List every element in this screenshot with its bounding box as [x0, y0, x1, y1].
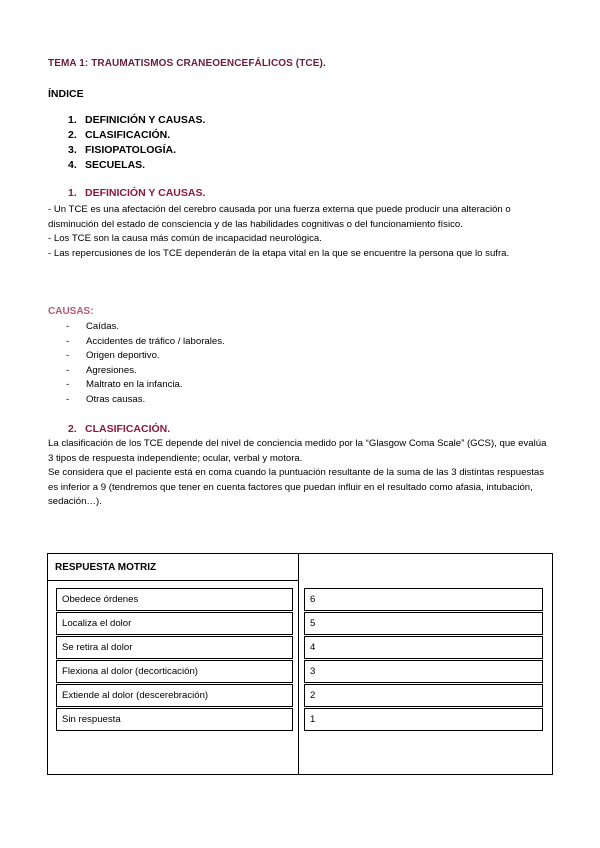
section-1-body	[48, 203, 553, 261]
index-item-label: DEFINICIÓN Y CAUSAS.	[85, 114, 206, 126]
document-title: TEMA 1: TRAUMATISMOS CRANEOENCEFÁLICOS (TCE).	[48, 58, 326, 69]
response-cell: Flexiona al dolor (decorticación)	[56, 660, 293, 683]
index-item-number: 2.	[68, 129, 77, 141]
paragraph: La clasificación de los TCE depende del nivel de conciencia medido por la “Glasgow Coma Scale” (GCS), que evalúa 3 tipos de respuesta independiente; ocular, verbal y motora.	[48, 438, 547, 464]
list-item: - Origen deportivo.	[66, 350, 160, 362]
response-cell: Extiende al dolor (descerebración)	[56, 684, 293, 707]
section-number: 2.	[68, 423, 77, 435]
response-cell: Se retira al dolor	[56, 636, 293, 659]
index-item-number: 1.	[68, 114, 77, 126]
score-cell: 6	[304, 588, 543, 611]
list-item: - Agresiones.	[66, 364, 137, 376]
response-cell: Localiza el dolor	[56, 612, 293, 635]
response-cell: Sin respuesta	[56, 708, 293, 731]
table-header-divider	[47, 580, 299, 581]
score-cell: 4	[304, 636, 543, 659]
paragraph: - Las repercusiones de los TCE dependerán de la etapa vital en la que se encuentre la persona que lo sufra.	[48, 247, 510, 259]
index-heading: ÍNDICE	[48, 88, 84, 100]
index-item-label: FISIOPATOLOGÍA.	[85, 144, 177, 156]
causas-list	[66, 320, 225, 408]
index-item	[68, 143, 205, 158]
section-2-body	[48, 437, 553, 510]
score-cell: 2	[304, 684, 543, 707]
index-item	[68, 113, 205, 128]
score-cell: 5	[304, 612, 543, 635]
index-item-label: SECUELAS.	[85, 159, 146, 171]
section-title: DEFINICIÓN Y CAUSAS.	[85, 187, 206, 199]
table-column-divider	[298, 553, 299, 775]
table-header: RESPUESTA MOTRIZ	[55, 562, 157, 573]
score-cell: 3	[304, 660, 543, 683]
section-2-heading	[68, 423, 170, 435]
index-item-number: 3.	[68, 144, 77, 156]
section-title: CLASIFICACIÓN.	[85, 423, 171, 435]
list-item: - Maltrato en la infancia.	[66, 379, 183, 391]
index-item	[68, 128, 205, 143]
causas-heading: CAUSAS:	[48, 306, 94, 317]
paragraph: - Los TCE son la causa más común de incapacidad neurológica.	[48, 233, 322, 244]
section-1-heading	[68, 187, 205, 199]
list-item: - Accidentes de tráfico / laborales.	[66, 335, 225, 347]
list-item: - Otras causas.	[66, 393, 146, 405]
index-item-label: CLASIFICACIÓN.	[85, 129, 171, 141]
index-item	[68, 158, 205, 173]
index-list	[68, 113, 205, 173]
list-item: - Caídas.	[66, 321, 120, 332]
score-cell: 1	[304, 708, 543, 731]
response-cell: Obedece órdenes	[56, 588, 293, 611]
paragraph: - Un TCE es una afectación del cerebro causada por una fuerza externa que puede producir una alteración o disminución del estado de consciencia y de las habilidades cognitivas o del funcionamiento físico.	[48, 204, 511, 230]
section-number: 1.	[68, 187, 77, 199]
index-item-number: 4.	[68, 159, 77, 171]
paragraph: Se considera que el paciente está en coma cuando la puntuación resultante de la suma de las 3 distintas respuestas es inferior a 9 (tendremos que tener en cuenta factores que puedan influir en el resultado como afasia, intubación, sedación…).	[48, 467, 544, 507]
